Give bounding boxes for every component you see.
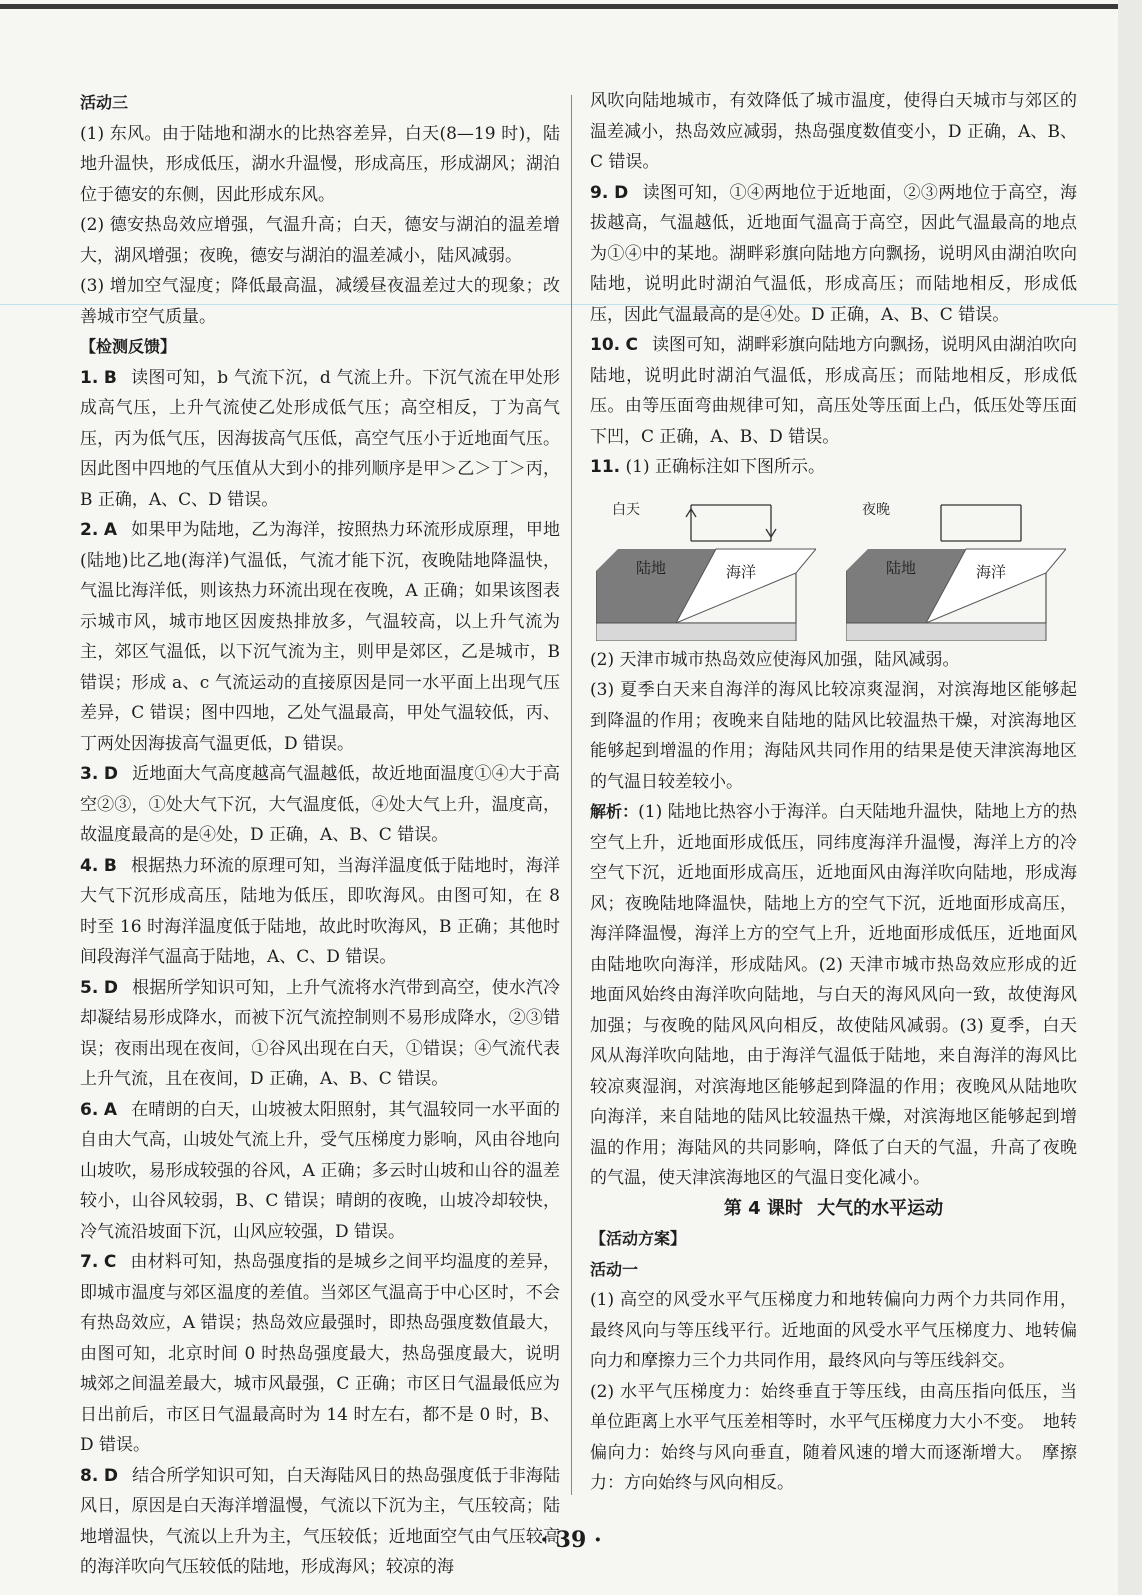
answer-choice: B <box>103 367 117 388</box>
right-column <box>590 86 1077 1499</box>
block-side <box>846 623 1046 641</box>
answer-number: 7. <box>80 1252 99 1272</box>
answer-item <box>80 1247 560 1461</box>
answer-item <box>80 973 560 1095</box>
answer-item <box>80 515 560 759</box>
answer-number: 3. <box>80 764 99 784</box>
answer-explanation: 在晴朗的白天，山坡被太阳照射，其气温较同一水平面的自由大气高，山坡处气流上升，受气压梯度力影响，风由谷地向山坡吹，易形成较强的谷风，A 正确；多云时山坡和山谷的温差较小，山谷风较弱，B、C 错误；晴朗的夜晚，山坡冷却较快，冷气流沿坡面下沉，山风应较强，D 错误。 <box>80 1099 560 1242</box>
activity-3-answer-2: (2) 德安热岛效应增强，气温升高；白天，德安与湖泊的温差增大，湖风增强；夜晚，德安与湖泊的温差减小，陆风减弱。 <box>80 215 560 266</box>
answer-11-number: 11. <box>590 457 621 477</box>
answer-explanation: 读图可知，b 气流下沉，d 气流上升。下沉气流在甲处形成高气压，上升气流使乙处形成低气压；高空相反，丁为高气压，丙为低气压，因海拔高气压低，高空气压小于近地面气压。因此图中四地的气压值从大到小的排列顺序是甲＞乙＞丁＞丙，B 正确，A、C、D 错误。 <box>80 367 560 510</box>
answer-item <box>80 759 560 851</box>
block-side <box>596 623 796 641</box>
answer-item <box>80 1461 560 1583</box>
answer-choice: D <box>614 182 629 203</box>
lesson-name: 大气的水平运动 <box>817 1197 944 1219</box>
land-label: 陆地 <box>636 558 667 577</box>
answer-explanation: 如果甲为陆地，乙为海洋，按照热力环流形成原理，甲地(陆地)比乙地(海洋)气温低，气流才能下沉，夜晚陆地降温快，气温比海洋低，则该热力环流出现在夜晚，A 正确；如果该图表示城市风，城市地区因废热排放多，气温较高，以上升气流为主，郊区气温低，以下沉气流为主，则甲是郊区，乙是城市，B 错误；形成 a、c 气流运动的直接原因是同一水平面上出现气压差异，C 错误；图中四地，乙处气温最高，甲处气温较低，丙、丁两处因海拔高气温更低，D 错误。 <box>80 520 560 754</box>
answer-choice: D <box>103 764 118 784</box>
answer-number: 10. <box>590 335 621 355</box>
answer-choice: A <box>103 520 118 540</box>
analysis <box>590 797 1077 1194</box>
answer-explanation: 根据所学知识可知，上升气流将水汽带到高空，使水汽冷却凝结易形成降水，而被下沉气流控制则不易形成降水，②③错误；夜雨出现在夜间，①谷风出现在白天，①错误；④气流代表上升气流，且在夜间，D 正确，A、B、C 错误。 <box>80 977 561 1089</box>
sea-land-breeze-diagram <box>596 491 1077 641</box>
analysis-label: 解析： <box>590 802 639 821</box>
answer-choice: C <box>625 335 639 355</box>
answer-choice: D <box>103 977 118 998</box>
answer-explanation: 结合所学知识可知，白天海陆风日的热岛强度低于非海陆风日，原因是白天海洋增温慢，气流以下沉为主，气压较高；陆地增温快，气流以上升为主，气压较低；近地面空气由气压较高的海洋吹向气压较低的陆地，形成海风；较凉的海 <box>80 1465 561 1577</box>
sea-label: 海洋 <box>976 562 1007 581</box>
answer-explanation: 根据热力环流的原理可知，当海洋温度低于陆地时，海洋大气下沉形成高压，陆地为低压，即吹海风。由图可知，在 8 时至 16 时海洋温度低于陆地，故此时吹海风，B 正确；其他时间段海洋气温高于陆地，A、C、D 错误。 <box>80 855 561 967</box>
feedback-title: 【检测反馈】 <box>80 337 177 356</box>
answer-item <box>590 178 1077 331</box>
answer-11-intro: (1) 正确标注如下图所示。 <box>625 457 826 477</box>
answer-number: 5. <box>80 977 99 998</box>
activity-1-title: 活动一 <box>590 1259 639 1279</box>
answer-explanation: 读图可知，湖畔彩旗向陆地方向飘扬，说明风由湖泊吹向陆地，说明此时湖泊气温低，形成高压；而陆地相反，形成低压。由等压面弯曲规律可知，高压处等压面上凸，低压处等压面下凹，C 正确，A、B、D 错误。 <box>590 335 1078 447</box>
answer-number: 6. <box>80 1099 99 1120</box>
answer-explanation: 由材料可知，热岛强度指的是城乡之间平均温度的差异，即城市温度与郊区温度的差值。当郊区气温高于中心区时，不会有热岛效应，A 错误；热岛效应最强时，即热岛强度数值最大，由图可知，北京时间 0 时热岛强度最大，热岛强度最大，说明城郊之间温差最大，城市风最强，C 正确；市区日气温最低应为日出前后，市区日气温最高时为 14 时左右，都不是 0 时，B、D 错误。 <box>80 1252 561 1455</box>
answer-choice: B <box>103 855 117 876</box>
lesson-number: 第 4 课时 <box>723 1197 803 1219</box>
answer-number: 1. <box>80 367 99 388</box>
answer-item <box>80 1095 560 1248</box>
answer-item <box>80 363 560 516</box>
answer-11 <box>590 452 1077 483</box>
activity-1-answer-2: (2) 水平气压梯度力：始终垂直于等压线，由高压指向低压，当单位距离上水平气压差相等时，水平气压梯度力大小不变。 地转偏向力：始终与风向垂直，随着风速的增大而逐渐增大。 摩擦力：方向始终与风向相反。 <box>590 1381 1077 1493</box>
plan-title: 【活动方案】 <box>590 1229 687 1248</box>
answer-items <box>590 178 1077 453</box>
column-divider <box>571 95 572 1495</box>
answer-11-part-2: (2) 天津市城市热岛效应使海风加强，陆风减弱。 <box>590 649 960 670</box>
answer-choice: D <box>103 1465 118 1486</box>
answer-explanation: 近地面大气高度越高气温越低，故近地面温度①④大于高空②③，①处大气下沉，大气温度低，④处大气上升，温度高，故温度最高的是④处，D 正确，A、B、C 错误。 <box>80 764 561 845</box>
page-edge <box>1118 0 1142 1595</box>
answer-number: 2. <box>80 520 99 540</box>
lesson-title <box>590 1194 1077 1225</box>
answer-number: 8. <box>80 1465 99 1486</box>
sea-label: 海洋 <box>726 562 757 581</box>
land-label: 陆地 <box>886 558 917 577</box>
answer-choice: C <box>103 1252 117 1272</box>
top-rule <box>0 4 1120 9</box>
day-panel <box>596 491 816 641</box>
night-panel <box>846 491 1066 641</box>
answer-item <box>80 851 560 973</box>
answer-item <box>590 330 1077 452</box>
activity-1-answer-1: (1) 高空的风受水平气压梯度力和地转偏向力两个力共同作用，最终风向与等压线平行。近地面的风受水平气压梯度力、地转偏向力和摩擦力三个力共同作用，最终风向与等压线斜交。 <box>590 1290 1077 1371</box>
answer-choice: A <box>103 1099 118 1120</box>
answer-11-part-3: (3) 夏季白天来自海洋的海风比较凉爽湿润，对滨海地区能够起到降温的作用；夜晚来自陆地的陆风比较温热干燥，对滨海地区能够起到增温的作用；海陆风共同作用的结果是使天津滨海地区的气温日较差较小。 <box>590 680 1077 792</box>
circulation-loop <box>691 505 771 541</box>
answer-8-continued: 风吹向陆地城市，有效降低了城市温度，使得白天城市与郊区的温差减小，热岛效应减弱，热岛强度数值变小，D 正确，A、B、C 错误。 <box>590 91 1077 172</box>
answer-number: 4. <box>80 855 99 876</box>
day-label: 白天 <box>612 501 640 518</box>
activity-3-answer-1: (1) 东风。由于陆地和湖水的比热容差异，白天(8—19 时)，陆地升温快，形成低压，湖水升温慢，形成高压，形成湖风；湖泊位于德安的东侧，因此形成东风。 <box>80 123 560 205</box>
left-column <box>80 88 560 1583</box>
page-number: · 39 · <box>540 1527 602 1553</box>
answer-explanation: 读图可知，①④两地位于近地面，②③两地位于高空，海拔越高，气温越低，近地面气温高于高空，因此气温最高的地点为①④中的某地。湖畔彩旗向陆地方向飘扬，说明风由湖泊吹向陆地，说明此时湖泊气温低，形成高压；而陆地相反，形成低压，因此气温最高的是④处。D 正确，A、B、C 错误。 <box>590 182 1077 325</box>
answer-number: 9. <box>590 182 609 203</box>
analysis-text: (1) 陆地比热容小于海洋。白天陆地升温快，陆地上方的热空气上升，近地面形成低压，同纬度海洋升温慢，海洋上方的冷空气下沉，近地面形成高压，近地面风由海洋吹向陆地，形成海风；夜晚陆地降温快，陆地上方的空气下沉，近地面形成高压，海洋降温慢，海洋上方的空气上升，近地面形成低压，近地面风由陆地吹向海洋，形成陆风。(2) 天津市城市热岛效应形成的近地面风始终由海洋吹向陆地，与白天的海风风向一致，故使海风加强；与夜晚的陆风风向相反，故使陆风减弱。(3) 夏季，白天风从海洋吹向陆地，由于海洋气温低于陆地，来自海洋的海风比较凉爽湿润，对滨海地区能够起到降温的作用；夜晚风从陆地吹向海洋，来自陆地的陆风比较温热干燥，对滨海地区能够起到增温的作用；海陆风的共同影响，降低了白天的气温，升高了夜晚的气温，使天津滨海地区的气温日变化减小。 <box>590 802 1077 1188</box>
activity-3-title: 活动三 <box>80 93 129 112</box>
feedback-items <box>80 363 560 1583</box>
circulation-loop <box>941 505 1021 541</box>
night-label: 夜晚 <box>862 501 890 518</box>
activity-3-answer-3: (3) 增加空气湿度；降低最高温，减缓昼夜温差过大的现象；改善城市空气质量。 <box>80 276 560 327</box>
